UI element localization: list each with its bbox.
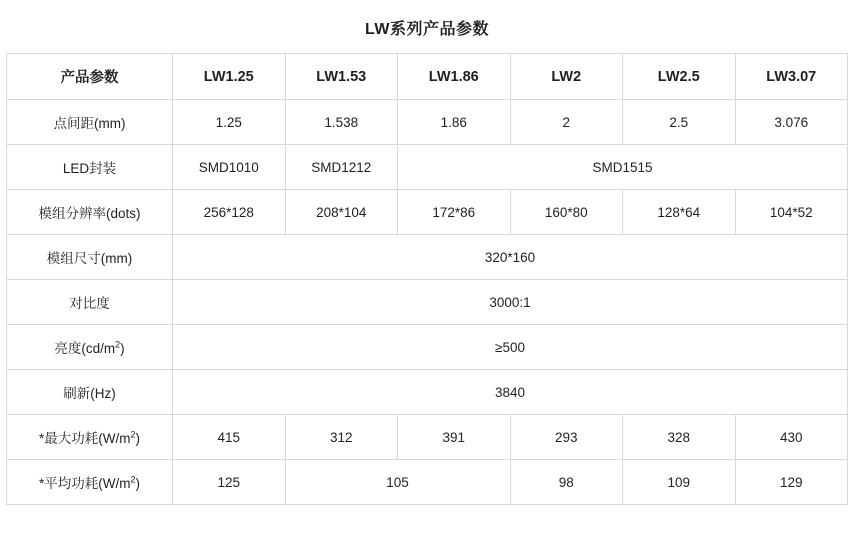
unit-superscript: 2 [130, 474, 136, 485]
unit-superscript: 2 [130, 429, 136, 440]
row-label: 模组尺寸(mm) [7, 235, 173, 280]
table-cell: 172*86 [398, 190, 511, 235]
table-row [7, 280, 848, 325]
table-cell: 328 [623, 415, 736, 460]
table-header-cell: LW1.86 [398, 54, 511, 100]
table-header-cell: LW2 [510, 54, 623, 100]
table-cell: 2.5 [623, 100, 736, 145]
table-cell: 1.25 [173, 100, 286, 145]
table-cell: 415 [173, 415, 286, 460]
table-header-cell: LW1.53 [285, 54, 398, 100]
table-cell: 104*52 [735, 190, 848, 235]
table-cell: 320*160 [173, 235, 848, 280]
table-cell: ≥500 [173, 325, 848, 370]
table-cell: 293 [510, 415, 623, 460]
row-label: 点间距(mm) [7, 100, 173, 145]
table-cell: 125 [173, 460, 286, 505]
table-cell: 3.076 [735, 100, 848, 145]
row-label: LED封装 [7, 145, 173, 190]
table-cell: 3840 [173, 370, 848, 415]
row-label: 模组分辨率(dots) [7, 190, 173, 235]
table-cell: SMD1212 [285, 145, 398, 190]
table-cell: 109 [623, 460, 736, 505]
table-cell: 129 [735, 460, 848, 505]
table-header-row [7, 54, 848, 100]
table-cell: 105 [285, 460, 510, 505]
table-cell: 391 [398, 415, 511, 460]
table-cell: 430 [735, 415, 848, 460]
table-cell: 208*104 [285, 190, 398, 235]
table-cell: 128*64 [623, 190, 736, 235]
table-header-cell: LW1.25 [173, 54, 286, 100]
page-title: LW系列产品参数 [365, 21, 489, 38]
table-header-cell: 产品参数 [7, 54, 173, 100]
table-cell: 3000:1 [173, 280, 848, 325]
table-cell: 1.538 [285, 100, 398, 145]
table-row [7, 100, 848, 145]
product-parameters-table [6, 53, 848, 505]
row-label: 刷新(Hz) [7, 370, 173, 415]
row-label: *最大功耗$(W/m^2)$ [7, 415, 173, 460]
table-cell: 256*128 [173, 190, 286, 235]
table-header-cell: LW3.07 [735, 54, 848, 100]
row-label: 对比度 [7, 280, 173, 325]
table-row [7, 235, 848, 280]
table-row [7, 325, 848, 370]
table-row [7, 370, 848, 415]
table-body [7, 54, 848, 505]
table-cell: 98 [510, 460, 623, 505]
table-header-cell: LW2.5 [623, 54, 736, 100]
table-cell: 1.86 [398, 100, 511, 145]
table-row [7, 190, 848, 235]
table-cell: 2 [510, 100, 623, 145]
table-row [7, 415, 848, 460]
row-label: *平均功耗$(W/m^2)$ [7, 460, 173, 505]
table-cell: 312 [285, 415, 398, 460]
row-label: 亮度$(cd/m^2)$ [7, 325, 173, 370]
table-cell: SMD1010 [173, 145, 286, 190]
unit-superscript: 2 [115, 339, 121, 350]
table-row [7, 145, 848, 190]
table-cell: 160*80 [510, 190, 623, 235]
table-row [7, 460, 848, 505]
table-cell: SMD1515 [398, 145, 848, 190]
